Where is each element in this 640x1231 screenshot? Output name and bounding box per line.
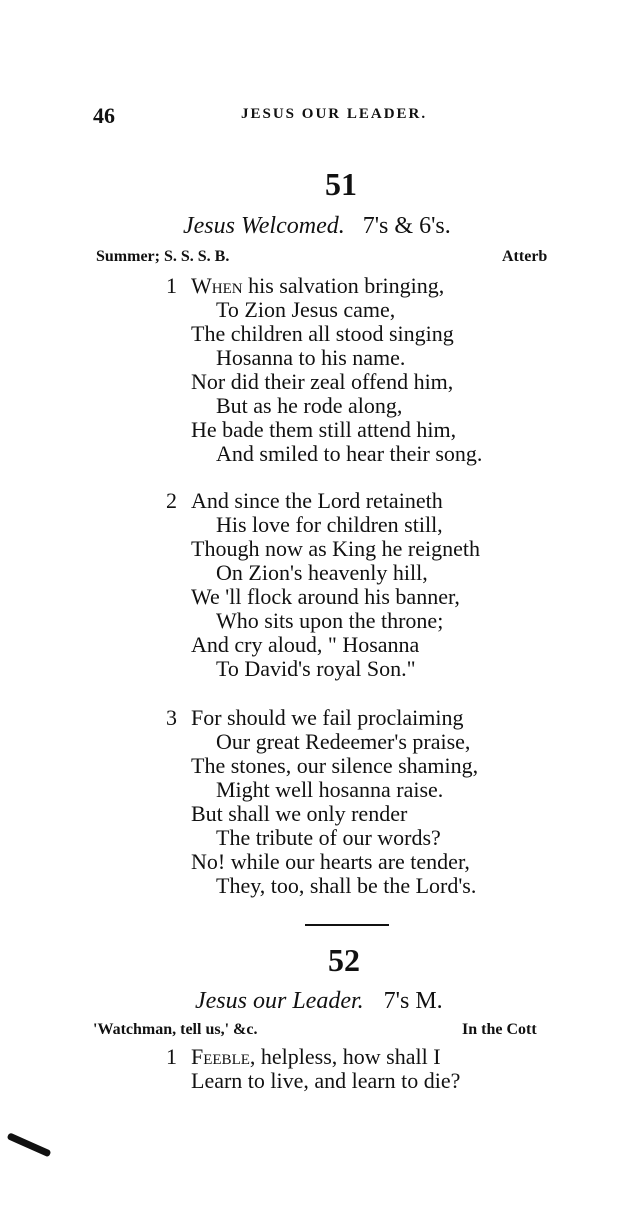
stanza-line: He bade them still attend him, [191,417,457,442]
stanza-line: To David's royal Son." [216,656,416,681]
stanza-number: 2 [166,488,177,513]
stanza-line: No! while our hearts are tender, [191,849,470,874]
page-number: 46 [93,103,115,128]
stanza-number: 1 [166,273,177,298]
stanza-line: On Zion's heavenly hill, [216,560,428,585]
stanza-line: To Zion Jesus came, [216,297,396,322]
hymn-meter: 7's & 6's. [362,213,451,239]
stanza-line: The stones, our silence shaming, [191,753,479,778]
hymn-title [183,213,451,240]
stanza-line: Though now as King he reigneth [191,536,480,561]
first-word: When [191,273,243,298]
tune-left: Summer; S. S. S. B. [96,248,230,265]
first-word: Feeble [191,1044,250,1069]
stanza-line: Who sits upon the throne; [216,608,444,633]
stanza-line: But shall we only render [191,801,408,826]
stanza-line: But as he rode along, [216,393,403,418]
print-mark [7,1132,52,1157]
stanza-number: 3 [166,705,177,730]
stanza-line: Learn to live, and learn to die? [191,1068,461,1093]
tune-right: Atterb [502,248,548,265]
hymn-title-text: Jesus our Leader. [195,988,364,1014]
tune-left: 'Watchman, tell us,' &c. [93,1021,258,1038]
stanza-line: For should we fail proclaiming [191,705,464,730]
stanza-line [191,1045,441,1069]
hymn-title [195,988,443,1015]
line-rest: his salvation bringing, [242,273,445,298]
stanza-line: Our great Redeemer's praise, [216,729,471,754]
hymn-number: 51 [325,166,357,202]
stanza-line: The children all stood singing [191,321,454,346]
section-divider [305,924,389,926]
line-rest: , helpless, how shall I [249,1044,441,1069]
tune-right: In the Cott [462,1021,537,1038]
stanza-line: We 'll flock around his banner, [191,584,460,609]
stanza-line [191,274,444,298]
stanza-line: The tribute of our words? [216,825,441,850]
hymn-number: 52 [328,942,360,978]
stanza-line: His love for children still, [216,512,443,537]
stanza-line: And smiled to hear their song. [216,441,483,466]
stanza-number: 1 [166,1044,177,1069]
stanza-line: They, too, shall be the Lord's. [216,873,477,898]
running-title: JESUS OUR LEADER. [241,106,428,122]
hymn-meter: 7's M. [383,988,443,1014]
stanza-line: And since the Lord retaineth [191,488,443,513]
stanza-line: Hosanna to his name. [216,345,406,370]
stanza-line: Might well hosanna raise. [216,777,444,802]
stanza-line: Nor did their zeal offend him, [191,369,454,394]
hymn-title-text: Jesus Welcomed. [183,213,345,239]
stanza-line: And cry aloud, " Hosanna [191,632,420,657]
